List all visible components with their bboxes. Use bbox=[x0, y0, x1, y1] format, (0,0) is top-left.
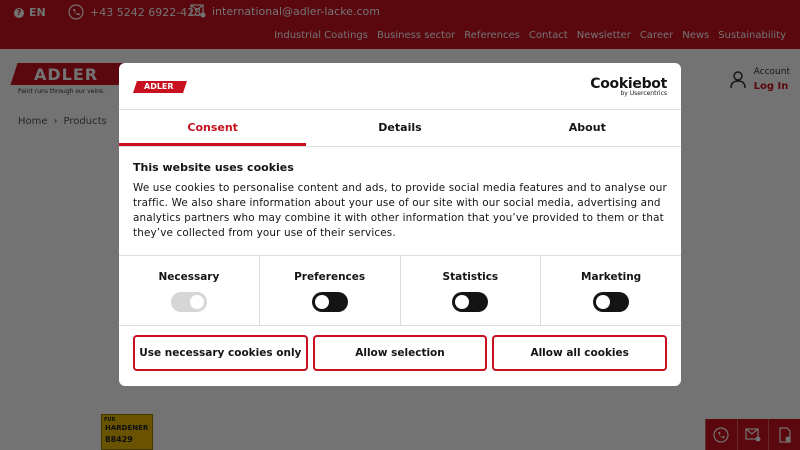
dialog-actions bbox=[119, 326, 681, 371]
dialog-logo-text: ADLER bbox=[144, 82, 174, 91]
toggle-knob bbox=[190, 295, 204, 309]
category-label: Statistics bbox=[442, 271, 499, 283]
cookie-categories bbox=[119, 255, 681, 326]
category-necessary bbox=[119, 256, 260, 325]
category-marketing bbox=[541, 256, 681, 325]
dialog-tabs bbox=[119, 110, 681, 147]
toggle-knob bbox=[596, 295, 610, 309]
marketing-toggle[interactable] bbox=[593, 292, 629, 312]
cookiebot-logo[interactable] bbox=[590, 76, 667, 97]
dialog-heading: This website uses cookies bbox=[133, 161, 294, 174]
category-statistics bbox=[401, 256, 542, 325]
category-label: Marketing bbox=[581, 271, 642, 283]
dialog-adler-logo bbox=[135, 81, 185, 93]
statistics-toggle[interactable] bbox=[452, 292, 488, 312]
tab-about[interactable]: About bbox=[568, 121, 606, 134]
category-preferences bbox=[260, 256, 401, 325]
tab-details[interactable]: Details bbox=[378, 121, 422, 134]
cookiebot-subbrand: by Usercentrics bbox=[620, 90, 667, 97]
preferences-toggle[interactable] bbox=[312, 292, 348, 312]
necessary-toggle bbox=[171, 292, 207, 312]
dialog-header bbox=[119, 63, 681, 110]
toggle-knob bbox=[315, 295, 329, 309]
cookiebot-brand: Cookiebot bbox=[590, 76, 667, 92]
dialog-body bbox=[119, 147, 681, 255]
cookie-consent-dialog bbox=[119, 63, 681, 386]
category-label: Preferences bbox=[294, 271, 366, 283]
allow-all-button[interactable]: Allow all cookies bbox=[492, 335, 667, 371]
dialog-description: We use cookies to personalise content and ads, to provide social media features and to analyse our traffic. We also share information about your use of our site with our social media, advertising and analytics partners who may combine it with other information that you’ve provided to them or that they’ve collected from your use of their services. bbox=[133, 182, 667, 239]
necessary-only-button[interactable]: Use necessary cookies only bbox=[133, 335, 308, 371]
category-label: Necessary bbox=[158, 271, 220, 283]
toggle-knob bbox=[455, 295, 469, 309]
tab-consent[interactable]: Consent bbox=[119, 110, 306, 146]
allow-selection-button[interactable]: Allow selection bbox=[313, 335, 488, 371]
